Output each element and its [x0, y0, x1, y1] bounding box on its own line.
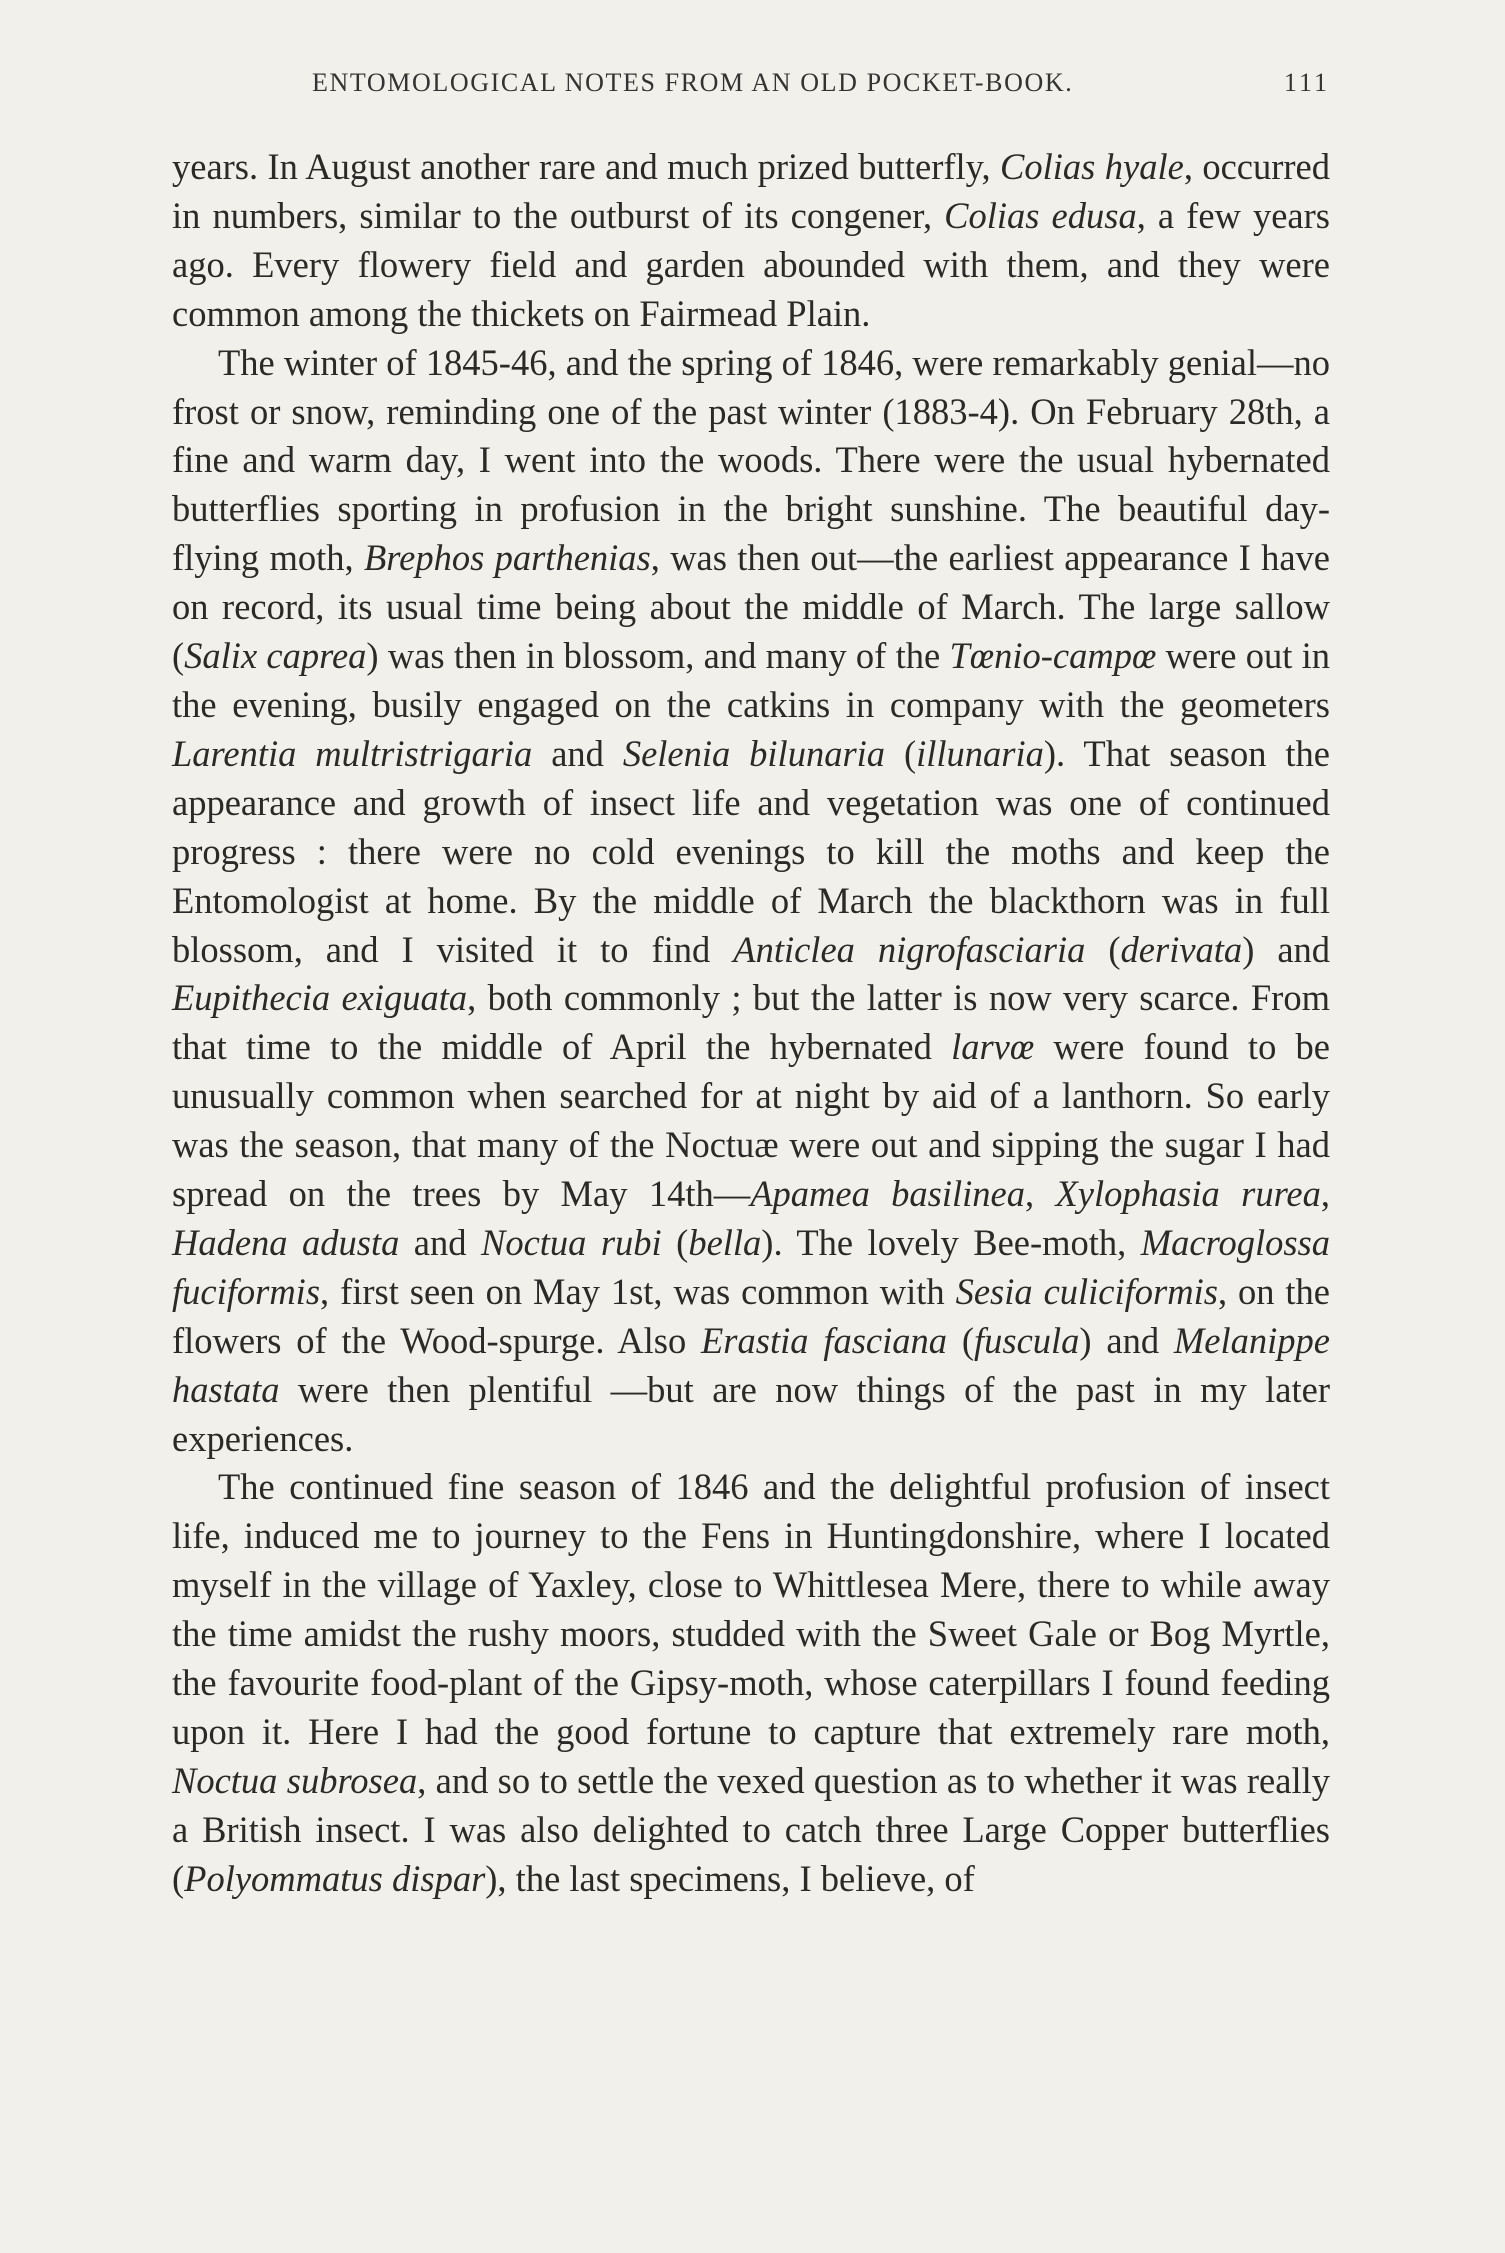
- text-run: , was then out—the earliest appearance I have on record, its usual time being about the middle of March. The large sallow (: [172, 537, 1330, 677]
- italic-species-name: illunaria: [916, 732, 1044, 774]
- running-title: ENTOMOLOGICAL NOTES FROM AN OLD POCKET-BOOK.: [312, 68, 1074, 97]
- text-run: ), the last specimens, I believe, of: [485, 1857, 975, 1899]
- page-number: 111: [1283, 68, 1330, 97]
- text-run: ). That season the appearance and growth of insect life and vegetation was one of continued progress : there were no cold evenings to kill the moths and keep the Entomologist at home. By the middle of March the blackthorn was in full blossom, and I visited it to find: [172, 732, 1331, 970]
- text-run: ) was then in blossom, and many of the: [366, 635, 950, 677]
- text-run: and: [399, 1221, 481, 1263]
- italic-species-name: derivata: [1120, 928, 1243, 970]
- italic-species-name: Melanippe hastata: [172, 1319, 1330, 1410]
- text-run: years. In August another rare and much prized butterfly,: [172, 146, 1001, 187]
- italic-species-name: Anticlea nigrofasciaria: [733, 928, 1086, 970]
- paragraph: [172, 339, 1330, 1464]
- italic-species-name: Tœnio-campœ: [949, 635, 1157, 677]
- italic-species-name: Brephos parthenias: [363, 537, 651, 579]
- italic-species-name: fuscula: [973, 1319, 1080, 1361]
- paragraph: [172, 1463, 1330, 1903]
- italic-species-name: Sesia culiciformis: [955, 1270, 1218, 1312]
- italic-species-name: Eupithecia exiguata: [172, 977, 468, 1019]
- text-run: and: [532, 732, 623, 774]
- italic-species-name: Noctua subrosea: [172, 1759, 418, 1801]
- text-run: , on the flowers of the Wood-spurge. Also: [172, 1270, 1331, 1361]
- italic-species-name: Colias hyale: [1000, 146, 1184, 187]
- paragraph: [172, 143, 1330, 339]
- text-run: , first seen on May 1st, was common with: [320, 1270, 956, 1312]
- running-head: [312, 68, 1330, 108]
- italic-species-name: bella: [688, 1221, 762, 1263]
- text-run: ,: [1320, 1173, 1330, 1215]
- italic-species-name: Noctua rubi: [480, 1221, 662, 1263]
- italic-species-name: Xylophasia rurea: [1055, 1173, 1321, 1215]
- text-run: The winter of 1845-46, and the spring of 1846, were remarkably genial—no frost or snow, reminding one of the past winter (1883-4). On February 28th, a fine and warm day, I went into the woods. There were the usual hybernated butterflies sporting in profusion in the bright sunshine. The beautiful day-flying moth,: [172, 341, 1330, 579]
- italic-species-name: larvœ: [951, 1026, 1035, 1068]
- italic-species-name: Colias edusa: [944, 194, 1137, 236]
- text-run: (: [947, 1319, 974, 1361]
- italic-species-name: Hadena adusta: [172, 1221, 400, 1263]
- text-run: (: [1085, 928, 1121, 970]
- text-run: The continued fine season of 1846 and the delightful profusion of insect life, induced me to journey to the Fens in Huntingdonshire, where I located myself in the village of Yaxley, close to Whittlesea Mere, there to while away the time amidst the rushy moors, studded with the Sweet Gale or Bog Myrtle, the favourite food-plant of the Gipsy-moth, whose caterpillars I found feeding upon it. Here I had the good fortune to capture that extremely rare moth,: [172, 1466, 1330, 1752]
- text-run: ). The lovely Bee-moth,: [761, 1221, 1141, 1263]
- italic-species-name: Macroglossa fuciformis: [172, 1221, 1331, 1312]
- italic-species-name: Selenia bilunaria: [622, 732, 886, 774]
- italic-species-name: Erastia fasciana: [701, 1319, 948, 1361]
- text-run: ,: [1025, 1173, 1056, 1215]
- text-run: , occurred in numbers, similar to the outburst of its congener,: [172, 146, 1330, 236]
- text-run: (: [885, 732, 917, 774]
- text-run: , a few years ago. Every flowery field and garden abounded with them, and they were common among the thickets on Fairmead Plain.: [172, 194, 1330, 334]
- italic-species-name: Apamea basilinea: [750, 1173, 1026, 1215]
- text-run: , both commonly ; but the latter is now very scarce. From that time to the middle of April the hybernated: [172, 977, 1330, 1068]
- italic-species-name: Larentia multristrigaria: [172, 732, 533, 774]
- text-run: (: [661, 1221, 689, 1263]
- text-run: were out in the evening, busily engaged on the catkins in company with the geometers: [172, 635, 1331, 725]
- text-run: ) and: [1079, 1319, 1174, 1361]
- italic-species-name: Polyommatus dispar: [184, 1857, 486, 1899]
- text-run: were found to be unusually common when searched for at night by aid of a lanthorn. So early was the season, that many of the Noctuæ were out and sipping the sugar I had spread on the trees by May 14th—: [172, 1026, 1330, 1215]
- italic-species-name: Salix caprea: [184, 635, 367, 677]
- text-run: ) and: [1242, 928, 1331, 970]
- text-run: were then plentiful —but are now things of the past in my later experiences.: [172, 1368, 1330, 1459]
- text-run: , and so to settle the vexed question as to whether it was really a British insect. I was also delighted to catch three Large Copper butterflies (: [172, 1759, 1330, 1899]
- body-text: [172, 143, 1330, 1904]
